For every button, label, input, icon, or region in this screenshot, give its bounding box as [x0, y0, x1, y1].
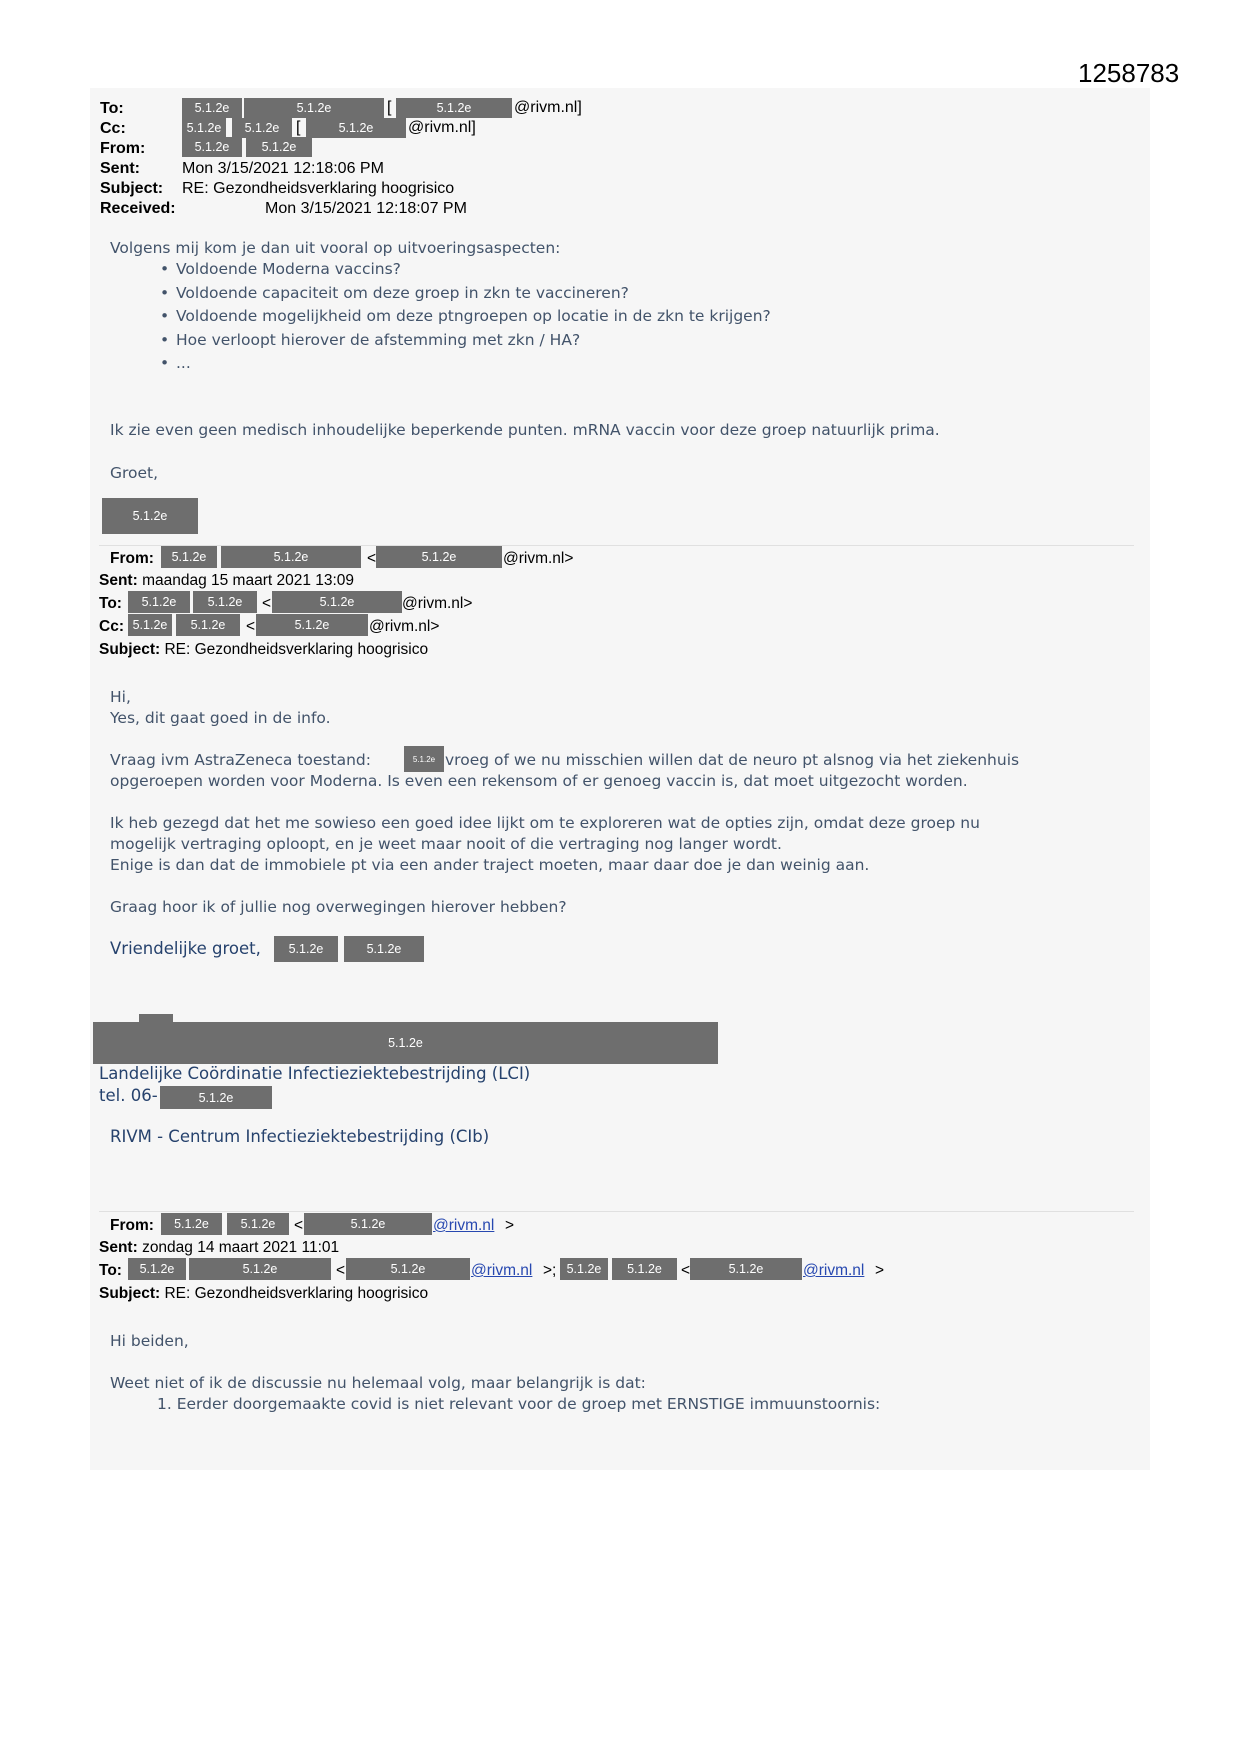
redaction: 5.1.2e — [304, 1213, 432, 1235]
subject-label: Subject: — [100, 180, 164, 197]
from-gt: > — [505, 1217, 515, 1234]
from-lt: < — [367, 550, 377, 567]
subject-line: Subject: RE: Gezondheidsverklaring hoogrisico — [99, 641, 429, 658]
redaction: 5.1.2e — [306, 118, 406, 138]
greeting: Groet, — [110, 464, 159, 482]
body-intro: Volgens mij kom je dan uit vooral op uitvoeringsaspecten: — [110, 239, 561, 257]
redaction: 5.1.2e — [102, 498, 198, 534]
from-domain: @rivm.nl> — [503, 550, 574, 567]
redaction: 5.1.2e — [221, 546, 361, 568]
salutation: Hi, — [110, 688, 131, 706]
redaction: 5.1.2e — [128, 591, 190, 613]
sent-label: Sent: — [100, 160, 140, 177]
redaction: 5.1.2e — [193, 591, 257, 613]
sent-line: Sent: maandag 15 maart 2021 13:09 — [99, 572, 355, 589]
redaction: 5.1.2e — [244, 98, 384, 118]
to-label: To: — [99, 1262, 122, 1279]
redaction: 5.1.2e — [256, 614, 368, 636]
list-item: • Voldoende Moderna vaccins? — [150, 259, 771, 283]
list-item: • Voldoende mogelijkheid om deze ptngroepen op locatie in de zkn te krijgen? — [150, 306, 771, 330]
redaction: 5.1.2e — [690, 1258, 802, 1280]
to-domain: @rivm.nl> — [402, 595, 473, 612]
redaction: 5.1.2e — [344, 936, 424, 962]
from-label: From: — [110, 1217, 154, 1234]
sent-line: Sent: zondag 14 maart 2021 11:01 — [99, 1239, 340, 1256]
from-label: From: — [100, 140, 146, 157]
body-line: Graag hoor ik of jullie nog overwegingen hierover hebben? — [110, 898, 567, 916]
body-line: Vraag ivm AstraZeneca toestand: — [110, 751, 371, 769]
body-line: vroeg of we nu misschien willen dat de neuro pt alsnog via het ziekenhuis — [445, 751, 1020, 769]
redaction: 5.1.2e — [128, 614, 172, 636]
to-domain: @rivm.nl] — [514, 99, 582, 116]
to-label: To: — [100, 100, 124, 117]
redaction: 5.1.2e — [182, 137, 242, 157]
redaction: 5.1.2e — [272, 591, 402, 613]
redaction: 5.1.2e — [161, 546, 217, 568]
body-paragraph: Ik zie even geen medisch inhoudelijke beperkende punten. mRNA vaccin voor deze groep natuurlijk prima. — [110, 421, 940, 439]
to-email-link[interactable]: @rivm.nl — [803, 1262, 865, 1279]
to-bracket: [ — [387, 99, 392, 116]
sent-value: Mon 3/15/2021 12:18:06 PM — [182, 160, 384, 177]
to-gt: > — [875, 1262, 885, 1279]
cc-label: Cc: — [100, 120, 126, 137]
body-line: Weet niet of ik de discussie nu helemaal volg, maar belangrijk is dat: — [110, 1374, 646, 1392]
from-email-link[interactable]: @rivm.nl — [433, 1217, 495, 1234]
to-email-link[interactable]: @rivm.nl — [471, 1262, 533, 1279]
to-separator: >; — [543, 1262, 557, 1279]
signature-org: Landelijke Coördinatie Infectieziektebestrijding (LCI) — [99, 1064, 531, 1083]
redaction: 5.1.2e — [176, 614, 240, 636]
redaction: 5.1.2e — [560, 1258, 608, 1280]
cc-lt: < — [246, 618, 256, 635]
salutation: Hi beiden, — [110, 1332, 189, 1350]
redaction: 5.1.2e — [128, 1258, 186, 1280]
body-line: Ik heb gezegd dat het me sowieso een goed idee lijkt om te exploreren wat de opties zijn, omdat deze groep nu — [110, 814, 980, 832]
redaction: 5.1.2e — [189, 1258, 331, 1280]
signature-tel: tel. 06- — [99, 1086, 158, 1105]
cc-bracket: [ — [296, 119, 301, 136]
list-item: • Hoe verloopt hierover de afstemming met zkn / HA? — [150, 330, 771, 354]
list-item: 1. Eerder doorgemaakte covid is niet relevant voor de groep met ERNSTIGE immuunstoornis: — [157, 1395, 881, 1413]
subject-line: Subject: RE: Gezondheidsverklaring hoogrisico — [99, 1285, 429, 1302]
redaction: 5.1.2e — [404, 746, 444, 772]
to-label: To: — [99, 595, 122, 612]
to-lt: < — [336, 1262, 346, 1279]
redaction: 5.1.2e — [232, 118, 292, 138]
redaction: 5.1.2e — [182, 118, 226, 138]
redaction: 5.1.2e — [93, 1022, 718, 1064]
separator — [99, 1211, 1134, 1212]
to-lt: < — [262, 595, 272, 612]
redaction: 5.1.2e — [346, 1258, 470, 1280]
signature-rivm: RIVM - Centrum Infectieziektebestrijding (CIb) — [110, 1127, 490, 1146]
list-item: • Voldoende capaciteit om deze groep in zkn te vaccineren? — [150, 283, 771, 307]
body-line: opgeroepen worden voor Moderna. Is even een rekensom of er genoeg vaccin is, dat moet uitgezocht worden. — [110, 772, 968, 790]
redaction: 5.1.2e — [160, 1086, 272, 1109]
list-item: • ... — [150, 353, 771, 377]
redaction: 5.1.2e — [612, 1258, 677, 1280]
from-lt: < — [294, 1217, 304, 1234]
redaction: 5.1.2e — [161, 1213, 222, 1235]
redaction: 5.1.2e — [246, 137, 312, 157]
redaction: 5.1.2e — [396, 98, 512, 118]
redaction: 5.1.2e — [274, 936, 338, 962]
cc-domain: @rivm.nl] — [408, 119, 476, 136]
cc-label: Cc: — [99, 618, 124, 635]
cc-domain: @rivm.nl> — [369, 618, 440, 635]
regards: Vriendelijke groet, — [110, 939, 261, 958]
redaction: 5.1.2e — [376, 546, 502, 568]
received-value: Mon 3/15/2021 12:18:07 PM — [265, 200, 467, 217]
to-lt: < — [681, 1262, 691, 1279]
redaction: 5.1.2e — [227, 1213, 289, 1235]
body-line: Enige is dan dat de immobiele pt via een ander traject moeten, maar daar doe je dan weinig aan. — [110, 856, 870, 874]
bullet-list — [150, 259, 771, 377]
subject-value: RE: Gezondheidsverklaring hoogrisico — [182, 180, 455, 197]
from-label: From: — [110, 550, 154, 567]
document-number: 1258783 — [1078, 58, 1180, 88]
body-line: Yes, dit gaat goed in de info. — [110, 709, 331, 727]
redaction: 5.1.2e — [182, 98, 242, 118]
received-label: Received: — [100, 200, 176, 217]
body-line: mogelijk vertraging oploopt, en je weet maar nooit of die vertraging nog langer wordt. — [110, 835, 782, 853]
